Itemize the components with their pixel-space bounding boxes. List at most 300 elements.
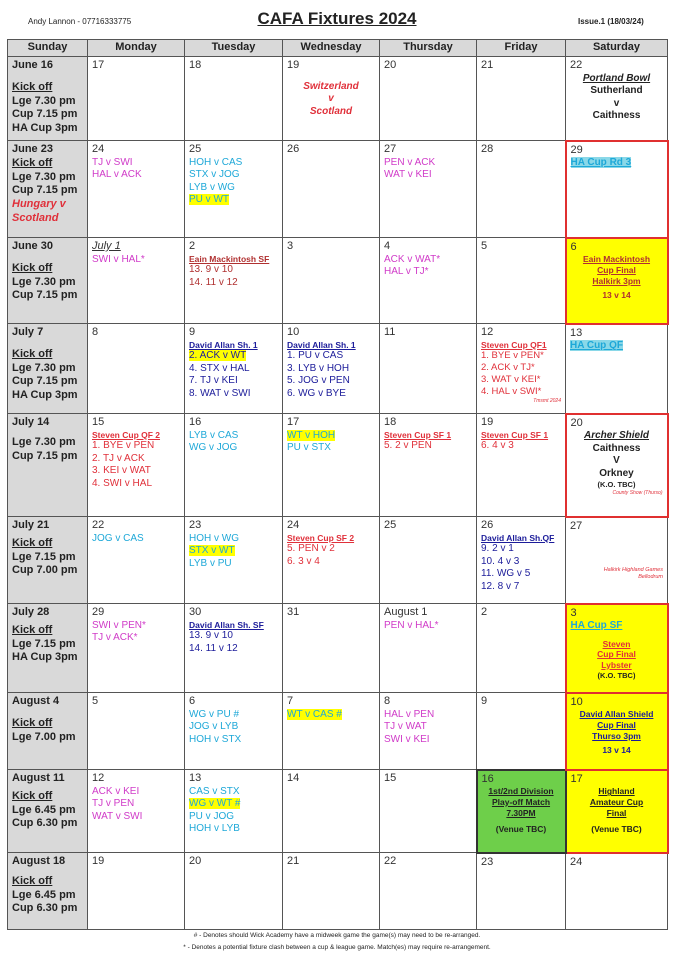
header-wednesday: Wednesday [283, 40, 380, 57]
monday-cell [88, 693, 185, 770]
day-number: 20 [570, 416, 583, 429]
day-number: 10 [570, 695, 583, 708]
tuesday-cell [185, 517, 283, 604]
day-number: 21 [287, 855, 300, 867]
saturday-cell [566, 853, 668, 930]
competition-heading: David Allan Sh. 1 [287, 339, 356, 350]
fixture: STX v WT [189, 545, 235, 557]
wednesday-cell [283, 517, 380, 604]
fixture: LYB v WG [189, 181, 235, 193]
day-number: 23 [189, 519, 202, 531]
fixture: LYB v CAS [189, 429, 239, 441]
thursday-cell [380, 517, 477, 604]
day-number: 7 [287, 695, 294, 707]
day-number: 25 [189, 143, 202, 155]
fixture: LYB v PU [189, 557, 232, 569]
kick-off-label: Kick off [12, 536, 53, 549]
event-line: (K.O. TBC) [597, 670, 636, 680]
header-thursday: Thursday [380, 40, 477, 57]
saturday-cell [566, 324, 668, 414]
fixture: TJ v ACK* [92, 632, 138, 644]
monday-cell [88, 414, 185, 517]
thursday-cell [380, 770, 477, 853]
day-number: 29 [92, 606, 105, 618]
fixture: PU v JOG [189, 810, 235, 822]
event-line: Sutherland [590, 85, 643, 97]
kick-off-time: Lge 7.30 pm [12, 94, 76, 107]
event-line: Archer Shield [583, 430, 650, 442]
week-date: July 7 [12, 326, 44, 338]
friday-cell [477, 238, 566, 324]
day-number: 22 [570, 59, 583, 71]
fixtures-calendar [7, 39, 669, 930]
fixture: HAL v ACK [92, 169, 142, 181]
fixture: HAL v PEN [384, 708, 435, 720]
event-line: Halkirk 3pm [592, 275, 641, 286]
day-number: 14 [287, 772, 300, 784]
fixture: 2. TJ v ACK [92, 452, 145, 464]
tuesday-cell [185, 238, 283, 324]
kick-off-time: HA Cup 3pm [12, 651, 78, 664]
competition-heading: Eain Mackintosh SF [189, 253, 270, 264]
thursday-cell [380, 604, 477, 693]
competition-heading: Steven Cup SF 2 [287, 532, 355, 543]
fixture: 14. 11 v 12 [189, 276, 238, 288]
sunday-cell [8, 414, 88, 517]
fixture: 13. 9 v 10 [189, 264, 233, 276]
kick-off-time: Cup 6.30 pm [12, 817, 78, 830]
kick-off-label: Kick off [12, 261, 53, 274]
day-number: 5 [92, 695, 99, 707]
day-number: 23 [481, 855, 494, 868]
week-row [8, 238, 668, 324]
monday-cell [88, 57, 185, 141]
week-row [8, 770, 668, 853]
friday-cell [477, 141, 566, 238]
fixture: WG v JOG [189, 442, 238, 454]
kick-off-time: HA Cup 3pm [12, 389, 78, 401]
event-line: HA Cup QF [570, 340, 623, 352]
day-number: 28 [481, 143, 494, 155]
event-line: (K.O. TBC) [597, 480, 636, 490]
day-number: 3 [287, 240, 294, 252]
event-line: Final [606, 807, 627, 818]
kick-off-time: Cup 7.00 pm [12, 564, 78, 577]
sunday-cell [8, 238, 88, 324]
fixture: WT v CAS # [287, 708, 342, 720]
tuesday-cell [185, 414, 283, 517]
fixture: HOH v CAS [189, 156, 243, 168]
kick-off-label: Kick off [12, 347, 53, 360]
week-date: July 28 [12, 606, 50, 618]
day-number: 17 [570, 772, 583, 785]
week-date: June 16 [12, 59, 53, 71]
kick-off-label: Kick off [12, 789, 53, 802]
fixture: HOH v WG [189, 532, 239, 544]
event-line: 7.30PM [506, 807, 536, 818]
event-line: Orkney [599, 467, 634, 479]
event-line: Scotland [12, 211, 59, 224]
fixture: 6. WG v BYE [287, 387, 346, 399]
author-contact: Andy Lannon - 07716333775 [28, 17, 132, 26]
day-number: August 1 [384, 606, 428, 618]
event-line: David Allan Shield [579, 709, 654, 720]
fixture: 4. SWI v HAL [92, 477, 153, 489]
fixture: SWI v KEI [384, 733, 430, 745]
saturday-cell [566, 238, 668, 324]
fixture: 2. ACK v TJ* [481, 362, 535, 374]
day-number: 17 [287, 416, 300, 428]
wednesday-cell [283, 853, 380, 930]
day-number: 8 [384, 695, 391, 707]
fixture: HAL v TJ* [384, 266, 429, 278]
kick-off-time: Cup 7.15 pm [12, 289, 78, 302]
fixture: WG v WT # [189, 798, 241, 810]
fixture: STX v JOG [189, 169, 240, 181]
fixture: 10. 4 v 3 [481, 555, 520, 567]
tuesday-cell [185, 604, 283, 693]
week-date: July 14 [12, 416, 50, 428]
kick-off-time: HA Cup 3pm [12, 122, 78, 134]
kick-off-time: Cup 7.15 pm [12, 375, 78, 388]
day-number: 2 [189, 240, 196, 252]
fixture: JOG v LYB [189, 721, 239, 733]
fixture: PU v STX [287, 442, 331, 454]
day-number: 24 [92, 143, 105, 155]
day-number: 12 [481, 326, 494, 338]
sunday-cell [8, 770, 88, 853]
fixture: 9. 2 v 1 [481, 543, 514, 555]
fixture: ACK v KEI [92, 785, 140, 797]
fixture: 5. 2 v PEN [384, 440, 432, 452]
fixture: CAS v STX [189, 785, 240, 797]
day-number: 26 [481, 519, 494, 531]
fixture: 8. WAT v SWI [189, 387, 251, 399]
kick-off-time: Lge 7.15 pm [12, 637, 76, 650]
event-line: Scotland [309, 105, 353, 117]
fixture: WAT v SWI [92, 810, 143, 822]
week-row [8, 141, 668, 238]
week-row [8, 853, 668, 930]
tuesday-cell [185, 770, 283, 853]
week-date: June 30 [12, 240, 53, 252]
event-line: 1st/2nd Division [488, 786, 554, 797]
competition-heading: David Allan Sh.QF [481, 532, 555, 543]
kick-off-label: Kick off [12, 80, 53, 93]
thursday-cell [380, 693, 477, 770]
small-note: Bellodrum [638, 574, 663, 581]
fixture: WG v PU # [189, 708, 240, 720]
competition-heading: Steven Cup SF 1 [481, 429, 549, 440]
event-line: Eain Mackintosh [582, 254, 651, 265]
day-number: 12 [92, 772, 105, 784]
day-number: July 1 [92, 240, 121, 252]
day-number: 22 [92, 519, 105, 531]
kick-off-time: Cup 6.30 pm [12, 902, 78, 915]
wednesday-cell [283, 414, 380, 517]
day-number: 4 [384, 240, 391, 252]
event-line: v [613, 97, 620, 109]
thursday-cell [380, 853, 477, 930]
issue-label: Issue.1 (18/03/24) [578, 17, 644, 26]
day-number: 13 [189, 772, 202, 784]
sunday-cell [8, 324, 88, 414]
friday-cell [477, 604, 566, 693]
wednesday-cell [283, 324, 380, 414]
saturday-cell [566, 693, 668, 770]
day-number: 29 [570, 143, 583, 156]
sunday-cell [8, 57, 88, 141]
day-number: 17 [92, 59, 105, 71]
day-number: 15 [92, 416, 105, 428]
kick-off-label: Kick off [12, 156, 53, 169]
fixture: SWI v PEN* [92, 619, 146, 631]
fixture: 5. PEN v 2 [287, 543, 335, 555]
monday-cell [88, 238, 185, 324]
kick-off-time: Lge 7.15 pm [12, 550, 76, 563]
fixture: 4. HAL v SWI* [481, 386, 542, 397]
event-line: V [613, 455, 620, 467]
event-line: Amateur Cup [589, 796, 644, 807]
day-number: 9 [481, 695, 488, 707]
event-line: Cup Final [597, 264, 636, 275]
day-number: 18 [189, 59, 202, 71]
fixture: 12. 8 v 7 [481, 580, 520, 592]
fixture: SWI v HAL* [92, 253, 145, 265]
day-number: 9 [189, 326, 196, 338]
competition-heading: Steven Cup QF 2 [92, 429, 161, 440]
kick-off-time: Lge 6.45 pm [12, 888, 76, 901]
day-number: 20 [384, 59, 397, 71]
kick-off-time: Lge 6.45 pm [12, 803, 76, 816]
event-line: Portland Bowl [582, 72, 651, 84]
kick-off-label: Kick off [12, 623, 53, 636]
wednesday-cell [283, 57, 380, 141]
tuesday-cell [185, 57, 283, 141]
footnote-hash: # - Denotes should Wick Academy have a midweek game the game(s) may need to be re-arranged. [193, 932, 481, 939]
kick-off-time: Lge 7.30 pm [12, 361, 76, 374]
event-line: 13 v 14 [602, 745, 631, 756]
wednesday-cell [283, 238, 380, 324]
fixture: 6. 4 v 3 [481, 440, 514, 452]
day-number: 24 [570, 855, 583, 868]
competition-heading: Steven Cup SF 1 [384, 429, 452, 440]
small-note: Tmsmt 2024 [533, 397, 561, 404]
day-number: 26 [287, 143, 300, 155]
small-note: Halkirk Highland Games [603, 567, 663, 574]
day-number: 10 [287, 326, 300, 338]
saturday-cell [566, 141, 668, 238]
monday-cell [88, 770, 185, 853]
event-line: Thurso 3pm [592, 730, 641, 741]
event-line: Lybster [601, 660, 632, 670]
tuesday-cell [185, 693, 283, 770]
kick-off-time: Lge 7.30 pm [12, 170, 76, 183]
fixture: TJ v PEN [92, 798, 135, 810]
day-number: 27 [570, 519, 583, 532]
header-sunday: Sunday [8, 40, 88, 57]
day-number: 24 [287, 519, 300, 531]
day-number: 25 [384, 519, 397, 531]
event-line: Caithness [592, 110, 641, 122]
thursday-cell [380, 238, 477, 324]
event-line: HA Cup SF [570, 620, 623, 632]
thursday-cell [380, 414, 477, 517]
thursday-cell [380, 141, 477, 238]
day-number: 31 [287, 606, 300, 618]
event-line: Steven [602, 638, 631, 649]
day-number: 13 [570, 326, 583, 339]
saturday-cell [566, 770, 668, 853]
friday-cell [477, 770, 566, 853]
friday-cell [477, 517, 566, 604]
kick-off-label: Kick off [12, 716, 53, 729]
fixture: ACK v WAT* [384, 253, 441, 265]
saturday-cell [566, 414, 668, 517]
day-number: 20 [189, 855, 202, 867]
fixture: PU v WT [189, 194, 229, 206]
wednesday-cell [283, 693, 380, 770]
kick-off-label: Kick off [12, 874, 53, 887]
day-number: 27 [384, 143, 397, 155]
week-date: August 11 [12, 772, 65, 784]
fixture: TJ v SWI [92, 156, 133, 168]
competition-heading: David Allan Sh. 1 [189, 339, 258, 350]
week-row [8, 604, 668, 693]
wednesday-cell [283, 141, 380, 238]
fixture: 3. WAT v KEI* [481, 374, 541, 386]
fixture: HOH v STX [189, 733, 242, 745]
event-line: Play-off Match [491, 796, 551, 807]
event-line: (Venue TBC) [495, 824, 547, 835]
fixture: 4. STX v HAL [189, 362, 250, 374]
monday-cell [88, 141, 185, 238]
day-number: 21 [481, 59, 494, 71]
day-number: 16 [189, 416, 202, 428]
event-line: 13 v 14 [602, 290, 631, 301]
day-number: 30 [189, 606, 202, 618]
day-number: 8 [92, 326, 99, 338]
day-number: 19 [481, 416, 494, 428]
fixture: 3. LYB v HOH [287, 362, 350, 374]
kick-off-time: Lge 7.00 pm [12, 730, 76, 743]
fixture: PEN v ACK [384, 156, 436, 168]
fixture: 7. TJ v KEI [189, 375, 238, 387]
kick-off-time: Lge 7.30 pm [12, 275, 76, 288]
friday-cell [477, 853, 566, 930]
fixture: 2. ACK v WT [189, 350, 247, 362]
friday-cell [477, 57, 566, 141]
tuesday-cell [185, 853, 283, 930]
fixture: PEN v HAL* [384, 619, 439, 631]
header-tuesday: Tuesday [185, 40, 283, 57]
fixture: 6. 3 v 4 [287, 555, 320, 567]
competition-heading: Steven Cup QF1 [481, 339, 547, 350]
sunday-cell [8, 693, 88, 770]
saturday-cell [566, 604, 668, 693]
event-line: HA Cup Rd 3 [570, 157, 632, 169]
event-line: Switzerland [303, 80, 359, 92]
monday-cell [88, 517, 185, 604]
fixture: 1. BYE v PEN* [481, 350, 544, 362]
friday-cell [477, 414, 566, 517]
sunday-cell [8, 853, 88, 930]
day-number: 2 [481, 606, 488, 618]
competition-heading: David Allan Sh. SF [189, 619, 264, 630]
friday-cell [477, 324, 566, 414]
fixture: 11. WG v 5 [481, 568, 531, 580]
week-date: August 18 [12, 855, 66, 867]
week-row [8, 517, 668, 604]
fixture: WAT v KEI [384, 169, 432, 181]
day-number: 15 [384, 772, 397, 784]
footnote-star: * - Denotes a potential fixture clash between a cup & league game. Match(es) may require re-arrangement. [183, 944, 491, 951]
wednesday-cell [283, 770, 380, 853]
header-friday: Friday [477, 40, 566, 57]
fixture: 1. BYE v PEN [92, 440, 155, 452]
fixture: 14. 11 v 12 [189, 642, 238, 654]
tuesday-cell [185, 324, 283, 414]
fixture: 13. 9 v 10 [189, 630, 233, 642]
event-line: Highland [598, 786, 635, 797]
fixture: JOG v CAS [92, 532, 144, 544]
day-number: 16 [481, 772, 494, 785]
day-number: 3 [570, 606, 577, 619]
saturday-cell [566, 57, 668, 141]
page-title: CAFA Fixtures 2024 [257, 9, 417, 28]
day-number: 22 [384, 855, 397, 867]
fixture: 1. PU v CAS [287, 350, 344, 362]
week-row [8, 324, 668, 414]
week-date: August 4 [12, 695, 60, 707]
week-date: July 21 [12, 519, 50, 531]
weekday-header-row [8, 40, 668, 57]
monday-cell [88, 853, 185, 930]
thursday-cell [380, 324, 477, 414]
sunday-cell [8, 604, 88, 693]
monday-cell [88, 604, 185, 693]
week-row [8, 57, 668, 141]
fixture: HOH v LYB [189, 823, 240, 835]
fixture: 3. KEI v WAT [92, 465, 151, 477]
thursday-cell [380, 57, 477, 141]
wednesday-cell [283, 604, 380, 693]
event-line: (Venue TBC) [591, 824, 642, 835]
kick-off-time: Cup 7.15 pm [12, 108, 78, 121]
day-number: 6 [570, 240, 577, 253]
fixture: TJ v WAT [384, 721, 427, 733]
day-number: 19 [287, 59, 300, 71]
day-number: 19 [92, 855, 105, 867]
event-line: Cup Final [597, 719, 636, 730]
week-row [8, 693, 668, 770]
header-monday: Monday [88, 40, 185, 57]
header-saturday: Saturday [566, 40, 668, 57]
kick-off-time: Cup 7.15 pm [12, 184, 78, 197]
sunday-cell [8, 141, 88, 238]
friday-cell [477, 693, 566, 770]
event-line: v [328, 93, 334, 105]
week-date: June 23 [12, 143, 53, 155]
small-note: County Show (Thurso) [612, 489, 663, 496]
day-number: 6 [189, 695, 196, 707]
event-line: Cup Final [597, 649, 636, 660]
monday-cell [88, 324, 185, 414]
fixture: 5. JOG v PEN [287, 375, 350, 387]
saturday-cell [566, 517, 668, 604]
day-number: 11 [384, 326, 396, 338]
event-line: Hungary v [12, 198, 66, 210]
